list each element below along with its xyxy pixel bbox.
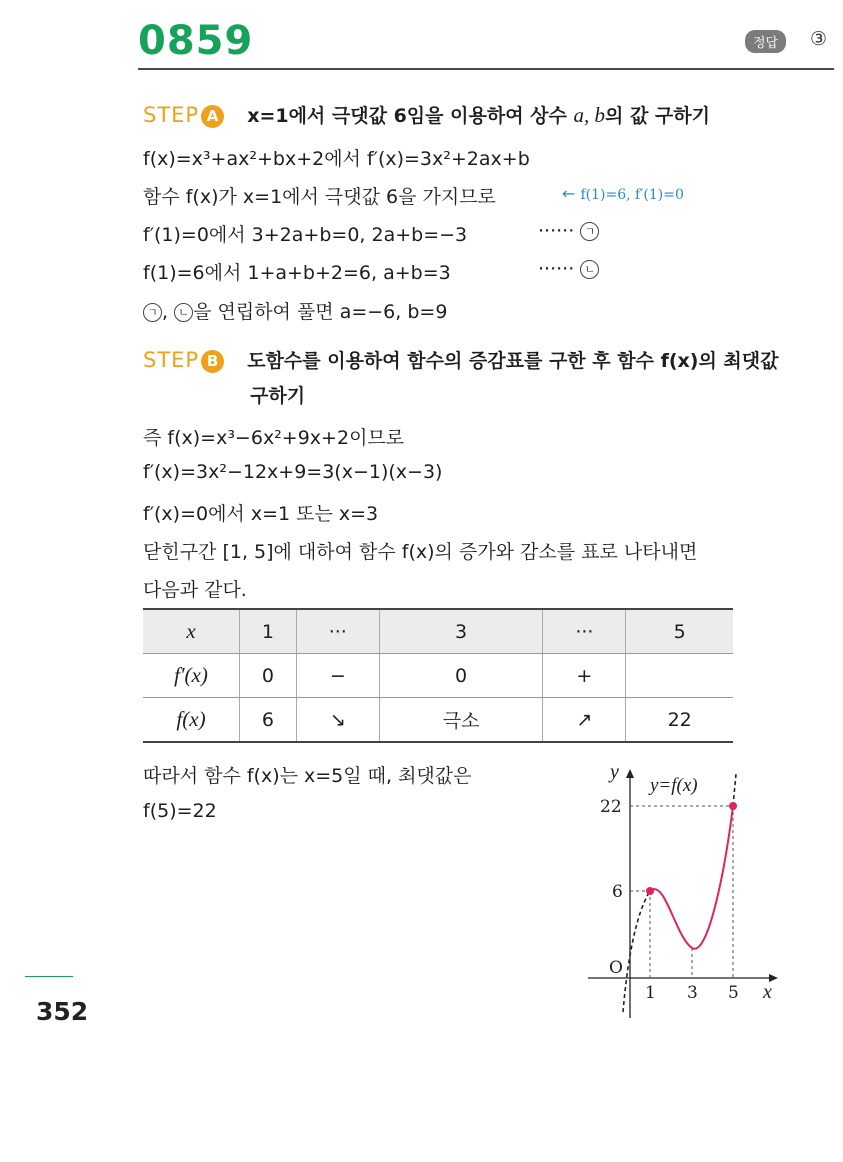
step-b-label: STEP <box>143 348 200 372</box>
answer-badge: 정답 <box>745 30 786 53</box>
curve-on-interval <box>650 806 733 949</box>
table-row <box>143 609 733 654</box>
step-b-title-2: 구하기 <box>250 385 306 407</box>
table-cell: ··· <box>543 609 626 654</box>
step-b-heading <box>143 346 779 373</box>
left-arrow-icon: ← <box>562 184 576 203</box>
table-cell: ↗ <box>543 698 626 743</box>
step-b-line-3: f′(x)=0에서 x=1 또는 x=3 <box>143 503 379 525</box>
x-axis-label: x <box>763 981 772 1003</box>
table-row <box>143 654 733 698</box>
step-b-line-1: 즉 f(x)=x³−6x²+9x+2이므로 <box>143 427 405 449</box>
step-a-eq2-marker: ······ ㄴ <box>538 258 599 280</box>
table-cell: 1 <box>240 609 297 654</box>
table-cell: ··· <box>296 609 379 654</box>
step-b-letter: B <box>201 350 224 373</box>
circled-mark-1: ㄱ <box>580 222 599 241</box>
table-cell: − <box>296 654 379 698</box>
step-a-line-1: f(x)=x³+ax²+bx+2에서 f′(x)=3x²+2ax+b <box>143 148 530 170</box>
conclusion-line-2: f(5)=22 <box>143 800 217 822</box>
step-a-line-5: ㄱ , ㄴ 을 연립하여 풀면 a=−6, b=9 <box>143 297 447 324</box>
table-cell: x <box>143 609 240 654</box>
table-cell: ↘ <box>296 698 379 743</box>
x-tick-1: 1 <box>645 983 656 1003</box>
step-b-line-2: f′(x)=3x²−12x+9=3(x−1)(x−3) <box>143 461 443 483</box>
curve-extension <box>733 774 736 806</box>
table-row <box>143 698 733 743</box>
step-a-line-2: 함수 f(x)가 x=1에서 극댓값 6을 가지므로 <box>143 186 496 208</box>
page-number: 352 <box>36 997 89 1026</box>
curve-label: y=f(x) <box>650 775 698 796</box>
y-tick-6: 6 <box>612 882 623 902</box>
step-a-title: x=1에서 극댓값 6임을 이용하여 상수 a, b의 값 구하기 <box>247 103 710 127</box>
table-cell: 0 <box>379 654 543 698</box>
conclusion-line-1: 따라서 함수 f(x)는 x=5일 때, 최댓값은 <box>143 765 472 787</box>
x-tick-5: 5 <box>728 983 739 1003</box>
step-a-letter: A <box>201 105 224 128</box>
step-b-line-5: 다음과 같다. <box>143 579 247 601</box>
page-rule <box>25 976 73 977</box>
header-rule <box>138 68 834 70</box>
answer-value: ③ <box>810 28 828 50</box>
y-tick-22: 22 <box>600 797 622 817</box>
table-cell: + <box>543 654 626 698</box>
step-a-label: STEP <box>143 103 200 127</box>
table-cell: 6 <box>240 698 297 743</box>
point-local-max <box>646 887 654 895</box>
problem-number: 0859 <box>138 18 254 64</box>
table-cell: f(x) <box>143 698 240 743</box>
step-a-note-text: f(1)=6, f′(1)=0 <box>580 187 684 203</box>
step-a-note <box>562 184 684 203</box>
y-axis-arrow-icon <box>626 769 634 778</box>
x-tick-3: 3 <box>687 983 698 1003</box>
circled-mark-2: ㄴ <box>580 260 599 279</box>
table-cell: 0 <box>240 654 297 698</box>
step-a-line-4: f(1)=6에서 1+a+b+2=6, a+b=3 <box>143 262 451 284</box>
table-cell: f′(x) <box>143 654 240 698</box>
function-graph <box>580 760 790 1022</box>
step-b-title-1: 도함수를 이용하여 함수의 증감표를 구한 후 함수 f(x)의 최댓값 <box>247 350 779 372</box>
step-a-eq1-marker: ······ ㄱ <box>538 220 599 242</box>
y-axis-label: y <box>610 761 619 783</box>
table-cell: 극소 <box>379 698 543 743</box>
point-max <box>729 802 737 810</box>
variation-table <box>143 608 733 743</box>
table-cell: 5 <box>626 609 733 654</box>
table-cell <box>626 654 733 698</box>
origin-label: O <box>609 958 623 978</box>
table-cell: 22 <box>626 698 733 743</box>
step-b-line-4: 닫힌구간 [1, 5]에 대하여 함수 f(x)의 증가와 감소를 표로 나타내면 <box>143 541 698 563</box>
table-cell: 3 <box>379 609 543 654</box>
step-a-heading <box>143 101 710 128</box>
step-a-line-3: f′(1)=0에서 3+2a+b=0, 2a+b=−3 <box>143 224 468 246</box>
